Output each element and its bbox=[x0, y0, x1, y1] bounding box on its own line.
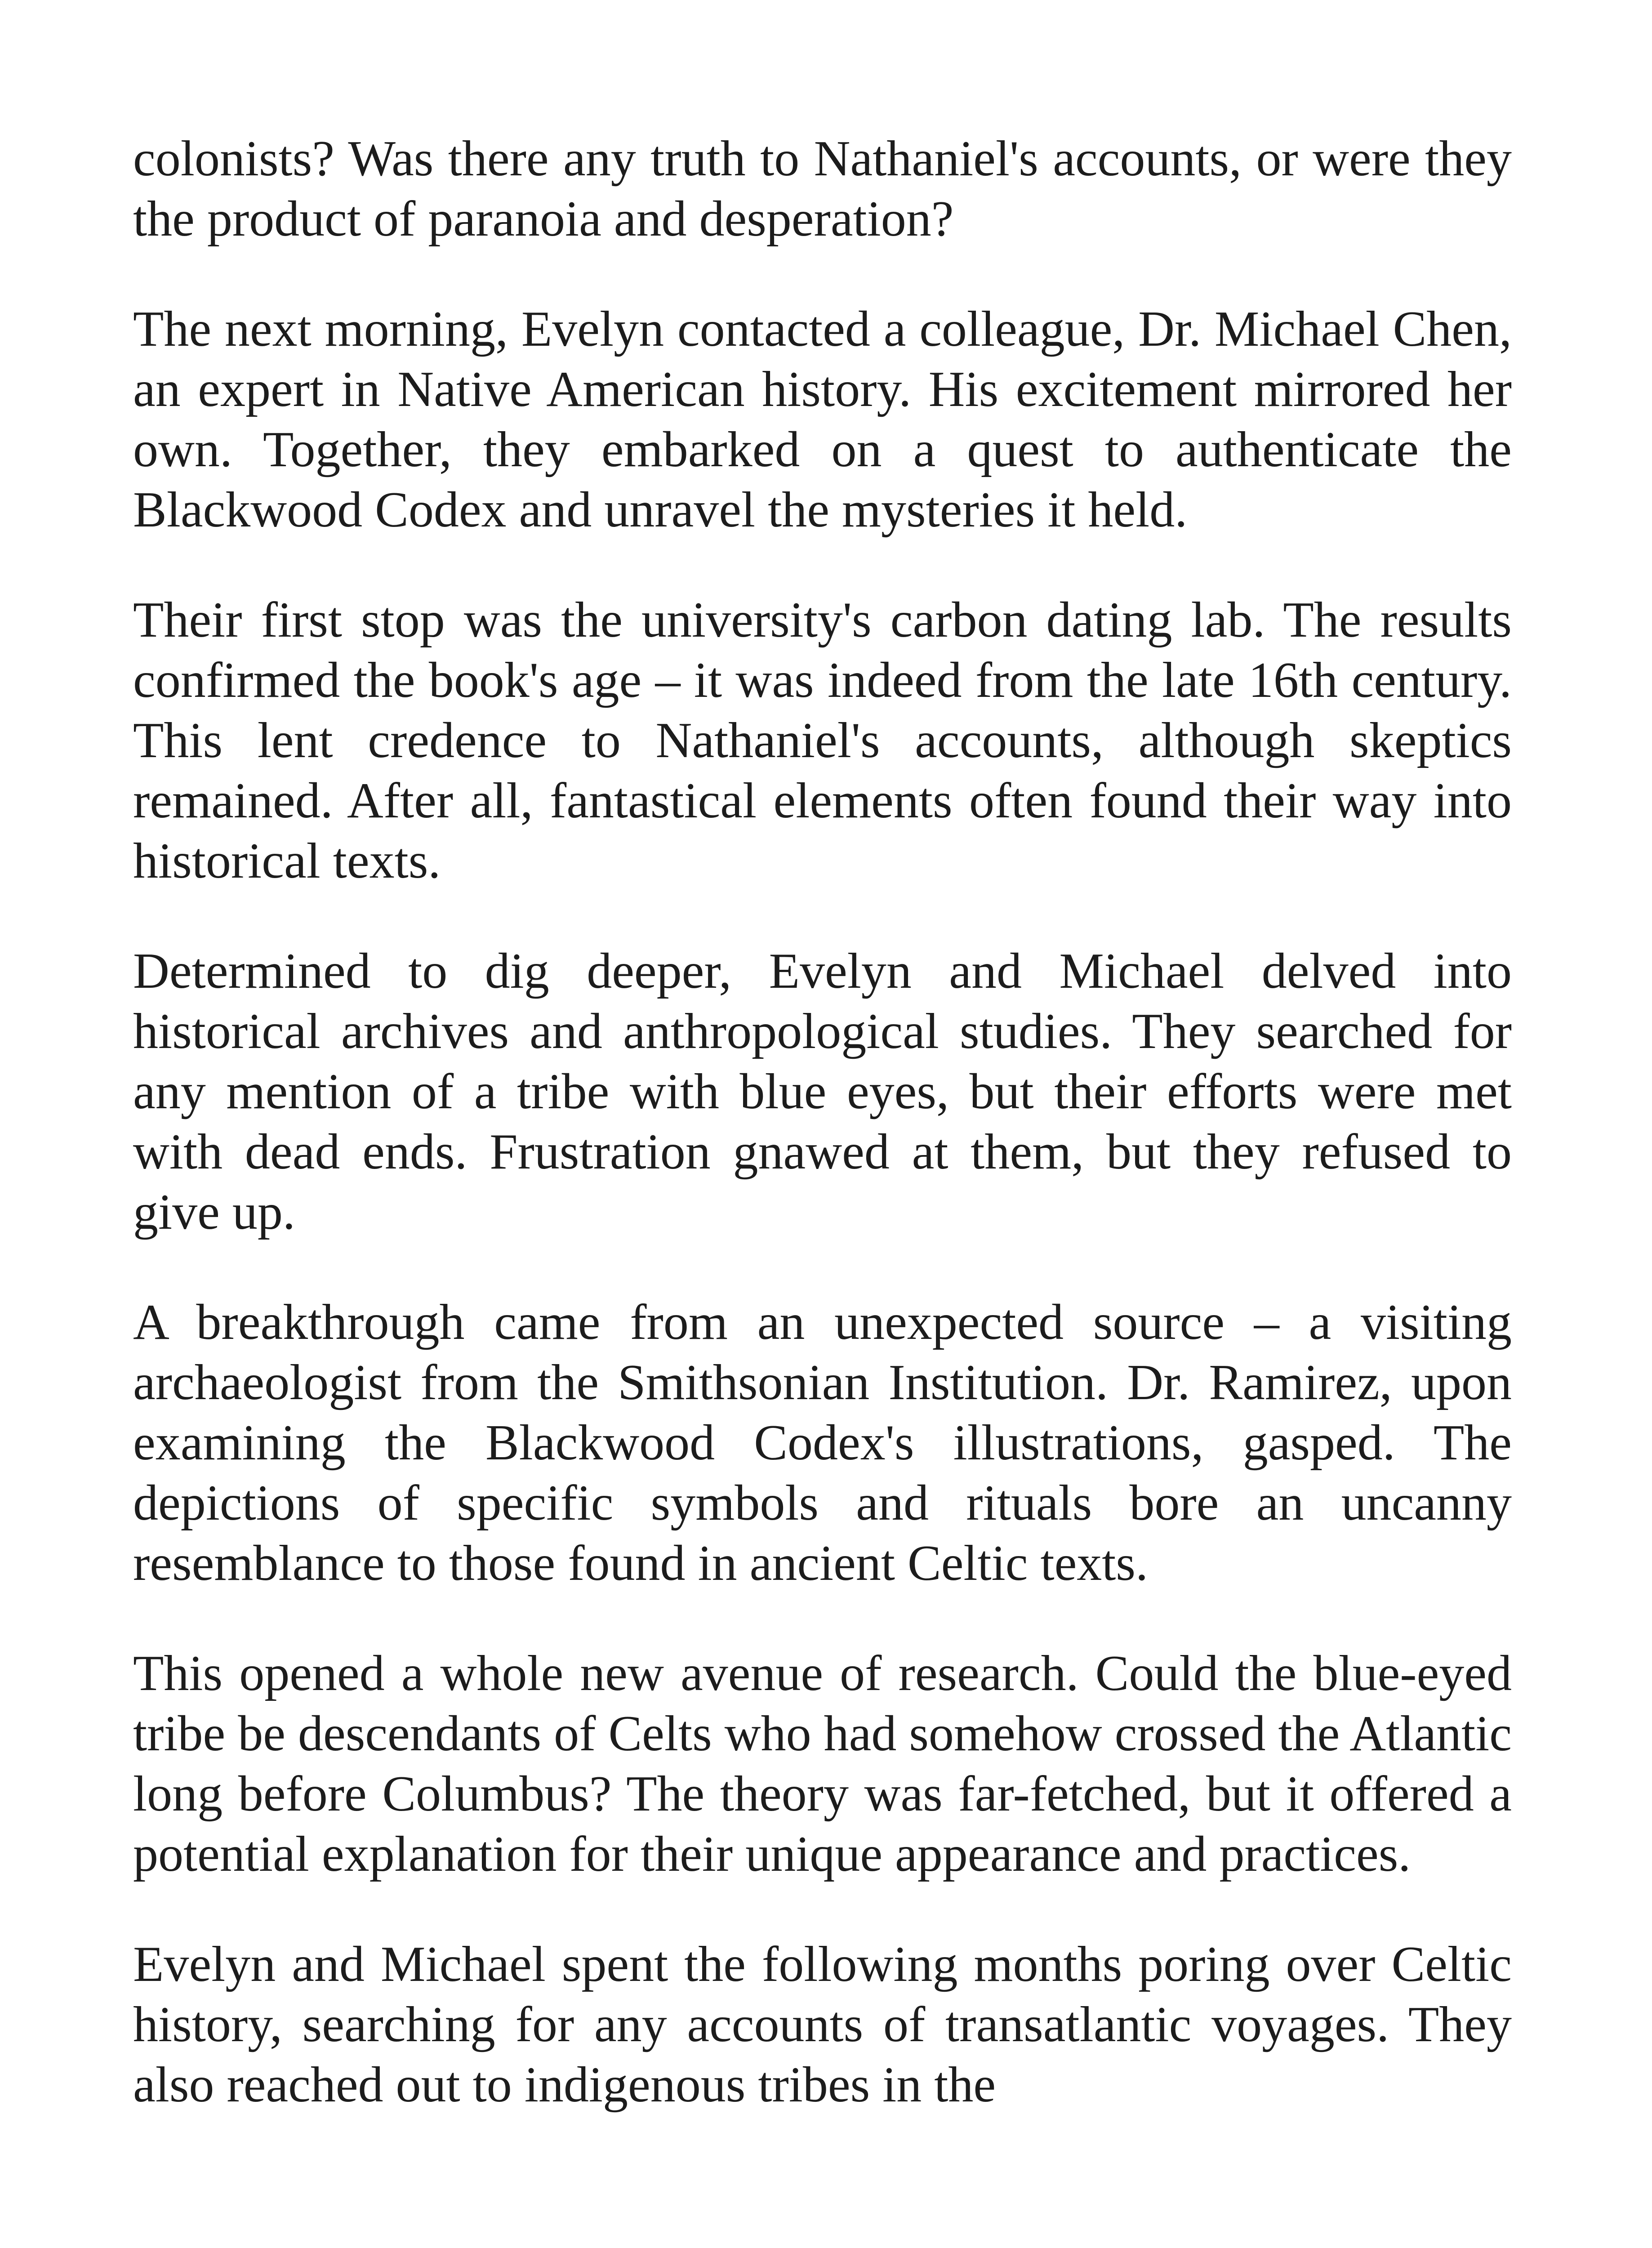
paragraph: Evelyn and Michael spent the following months poring over Celtic history, searching for any accounts of transatlantic voyages. They also reached out to indigenous tribes in the bbox=[133, 1936, 1512, 2113]
paragraph: A breakthrough came from an unexpected source – a visiting archaeologist from the Smithsonian Institution. Dr. Ramirez, upon examining the Blackwood Codex's illustrations, gasped. The depictions of specific symbols and rituals bore an uncanny resemblance to those found in ancient Celtic texts. bbox=[133, 1294, 1512, 1591]
body-text bbox=[133, 129, 1512, 2115]
paragraph: Their first stop was the university's carbon dating lab. The results confirmed the book's age – it was indeed from the late 16th century. This lent credence to Nathaniel's accounts, although skeptics remained. After all, fantastical elements often found their way into historical texts. bbox=[133, 592, 1512, 889]
paragraph: colonists? Was there any truth to Nathaniel's accounts, or were they the product of paranoia and desperation? bbox=[133, 131, 1512, 247]
paragraph: Determined to dig deeper, Evelyn and Michael delved into historical archives and anthropological studies. They searched for any mention of a tribe with blue eyes, but their efforts were met with dead ends. Frustration gnawed at them, but they refused to give up. bbox=[133, 943, 1512, 1240]
paragraph: The next morning, Evelyn contacted a colleague, Dr. Michael Chen, an expert in Native American history. His excitement mirrored her own. Together, they embarked on a quest to authenticate the Blackwood Codex and unravel the mysteries it held. bbox=[133, 301, 1512, 538]
paragraph: This opened a whole new avenue of research. Could the blue-eyed tribe be descendants of Celts who had somehow crossed the Atlantic long before Columbus? The theory was far-fetched, but it offered a potential explanation for their unique appearance and practices. bbox=[133, 1646, 1512, 1882]
